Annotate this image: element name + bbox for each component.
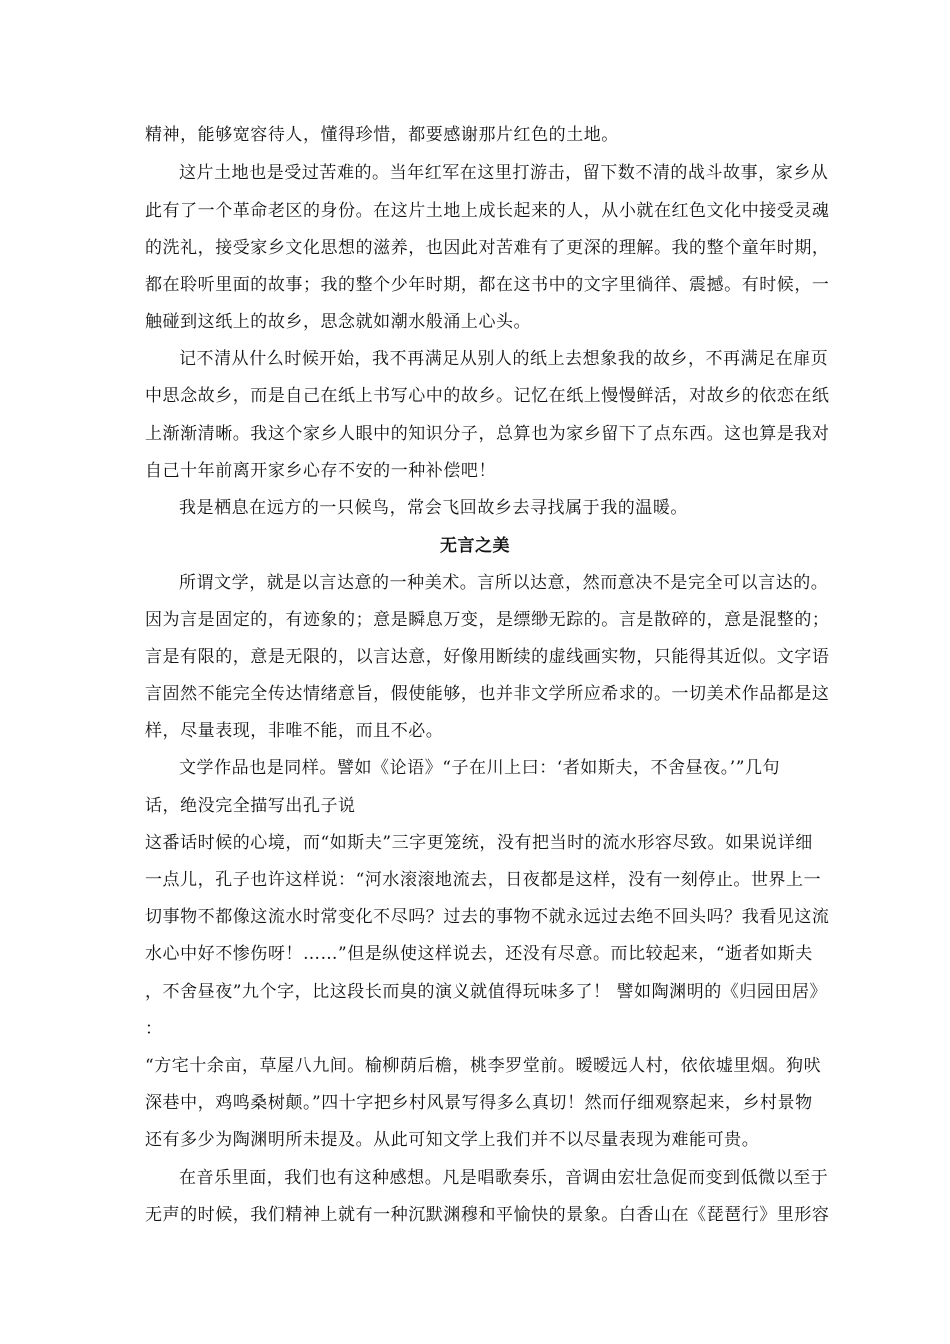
- text-line: 言是有限的，意是无限的，以言达意，好像用断续的虚线画实物，只能得其近似。文字语: [145, 647, 830, 667]
- text-line: 此有了一个革命老区的身份。在这片土地上成长起来的人，从小就在红色文化中接受灵魂: [145, 201, 830, 221]
- text-line: 样，尽量表现，非唯不能，而且不必。: [145, 721, 444, 741]
- text-line: 还有多少为陶渊明所未提及。从此可知文学上我们并不以尽量表现为难能可贵。: [145, 1130, 760, 1150]
- text-line: 自己十年前离开家乡心存不安的一种补偿吧！: [145, 461, 496, 481]
- text-line: 一点儿，孔子也许这样说：“河水滚滚地流去，日夜都是这样，没有一刻停止。世界上一: [145, 870, 822, 890]
- text-line: 上渐渐清晰。我这个家乡人眼中的知识分子，总算也为家乡留下了点东西。这也算是我对: [145, 424, 830, 444]
- text-line: 言固然不能完全传达情绪意旨，假使能够，也并非文学所应希求的。一切美术作品都是这: [145, 684, 830, 704]
- text-line: 我是栖息在远方的一只候鸟，常会飞回故乡去寻找属于我的温暖。: [179, 498, 688, 518]
- text-line: 切事物不都像这流水时常变化不尽吗？过去的事物不就永远过去绝不回头吗？我看见这流: [145, 907, 830, 927]
- text-line: 深巷中，鸡鸣桑树颠。”四十字把乡村风景写得多么真切！然而仔细观察起来，乡村景物: [145, 1093, 813, 1113]
- text-line: 都在聆听里面的故事；我的整个少年时期，都在这书中的文字里徜徉、震撼。有时候，一: [145, 275, 830, 295]
- text-line: 中思念故乡，而是自己在纸上书写心中的故乡。记忆在纸上慢慢鲜活，对故乡的依恋在纸: [145, 386, 830, 406]
- text-line: 在音乐里面，我们也有这种感想。凡是唱歌奏乐，音调由宏壮急促而变到低微以至于: [179, 1168, 829, 1188]
- text-line: 这片土地也是受过苦难的。当年红军在这里打游击，留下数不清的战斗故事，家乡从: [179, 163, 829, 183]
- text-line: 因为言是固定的，有迹象的；意是瞬息万变，是缥缈无踪的。言是散碎的，意是混整的；: [145, 610, 830, 630]
- text-line: 话，绝没完全描写出孔子说: [145, 796, 356, 816]
- text-line: 文学作品也是同样。譬如《论语》“子在川上曰：‘者如斯夫，不舍昼夜。’”几句: [179, 758, 781, 778]
- section-title: 无言之美: [440, 536, 510, 556]
- text-line: ：: [145, 1019, 163, 1039]
- text-line: 触碰到这纸上的故乡，思念就如潮水般涌上心头。: [145, 312, 532, 332]
- text-line: 精神，能够宽容待人，懂得珍惜，都要感谢那片红色的土地。: [145, 125, 619, 145]
- text-line: “方宅十余亩，草屋八九间。榆柳荫后檐，桃李罗堂前。暧暧远人村，依依墟里烟。狗吠: [145, 1056, 822, 1076]
- text-line: ，不舍昼夜”九个字，比这段长而臭的演义就值得玩味多了！ 譬如陶渊明的《归园田居》: [145, 982, 828, 1002]
- text-line: 这番话时候的心境，而“如斯夫”三字更笼统，没有把当时的流水形容尽致。如果说详细: [145, 833, 813, 853]
- text-line: 记不清从什么时候开始，我不再满足从别人的纸上去想象我的故乡，不再满足在扉页: [179, 349, 829, 369]
- text-line: 所谓文学，就是以言达意的一种美术。言所以达意，然而意决不是完全可以言达的。: [179, 573, 829, 593]
- text-line: 无声的时候，我们精神上就有一种沉默渊穆和平愉快的景象。白香山在《琵琶行》里形容: [145, 1205, 830, 1225]
- text-line: 的洗礼，接受家乡文化思想的滋养，也因此对苦难有了更深的理解。我的整个童年时期，: [145, 238, 830, 258]
- text-line: 水心中好不惨伤呀！……”但是纵使这样说去，还没有尽意。而比较起来，“逝者如斯夫: [145, 944, 813, 964]
